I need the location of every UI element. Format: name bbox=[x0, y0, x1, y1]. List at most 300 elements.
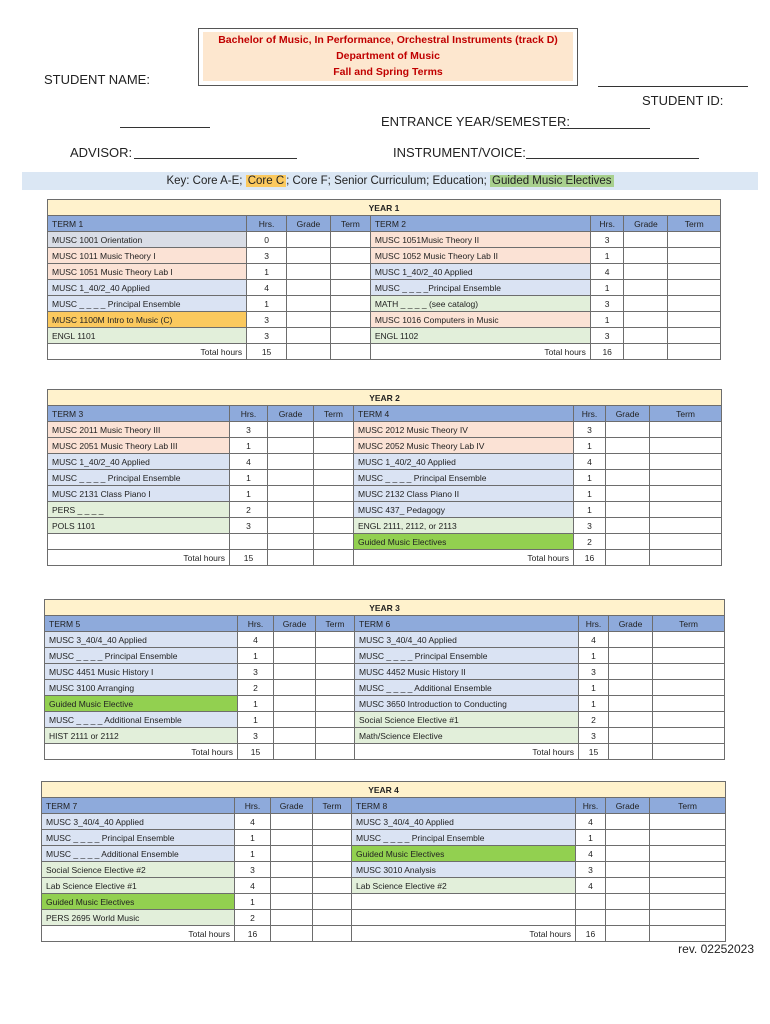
grade-cell[interactable] bbox=[271, 894, 313, 910]
course-hours: 1 bbox=[576, 830, 606, 846]
hrs-header: Hrs. bbox=[235, 798, 271, 814]
total-term-cell bbox=[650, 550, 722, 566]
total-hours-label: Total hours bbox=[354, 550, 574, 566]
total-grade-cell bbox=[268, 550, 314, 566]
advisor-field[interactable] bbox=[134, 158, 297, 159]
course-row bbox=[42, 830, 726, 846]
grade-cell[interactable] bbox=[606, 470, 650, 486]
term-cell[interactable] bbox=[314, 454, 354, 470]
term-header: Term bbox=[668, 216, 721, 232]
term-cell[interactable] bbox=[650, 422, 722, 438]
instrument-field[interactable] bbox=[526, 158, 699, 159]
term-cell[interactable] bbox=[650, 830, 726, 846]
student-id-field[interactable] bbox=[120, 127, 210, 128]
total-grade-cell bbox=[274, 744, 316, 760]
term-cell[interactable] bbox=[314, 534, 354, 550]
term-header: Term bbox=[313, 798, 352, 814]
term-cell[interactable] bbox=[650, 862, 726, 878]
hrs-header: Hrs. bbox=[247, 216, 287, 232]
course-hours: 2 bbox=[579, 712, 609, 728]
grade-cell[interactable] bbox=[268, 422, 314, 438]
grade-cell[interactable] bbox=[286, 248, 330, 264]
grade-cell[interactable] bbox=[274, 696, 316, 712]
grade-cell[interactable] bbox=[271, 830, 313, 846]
year-title-row bbox=[45, 600, 725, 616]
course-row bbox=[48, 502, 722, 518]
course-name: MUSC _ _ _ _ Principal Ensemble bbox=[354, 470, 574, 486]
grade-cell[interactable] bbox=[286, 232, 330, 248]
course-name: MUSC _ _ _ _ Principal Ensemble bbox=[352, 830, 576, 846]
term-cell[interactable] bbox=[650, 502, 722, 518]
course-name: MUSC _ _ _ _ Principal Ensemble bbox=[45, 648, 238, 664]
year-title: YEAR 4 bbox=[42, 782, 726, 798]
total-grade-cell bbox=[286, 344, 330, 360]
course-row bbox=[48, 486, 722, 502]
term-header: Term bbox=[314, 406, 354, 422]
course-name: MUSC 3_40/4_40 Applied bbox=[352, 814, 576, 830]
total-hours-value: 15 bbox=[247, 344, 287, 360]
course-name: Guided Music Electives bbox=[42, 894, 235, 910]
course-name: MUSC 1100M Intro to Music (C) bbox=[48, 312, 247, 328]
term-cell[interactable] bbox=[650, 518, 722, 534]
total-grade-cell bbox=[271, 926, 313, 942]
course-name: MUSC 3_40/4_40 Applied bbox=[355, 632, 579, 648]
grade-cell[interactable] bbox=[606, 502, 650, 518]
term-cell[interactable] bbox=[668, 328, 721, 344]
course-hours: 3 bbox=[574, 518, 606, 534]
course-name bbox=[352, 894, 576, 910]
term-cell[interactable] bbox=[314, 422, 354, 438]
term-cell[interactable] bbox=[313, 862, 352, 878]
total-hours-value: 16 bbox=[574, 550, 606, 566]
grade-cell[interactable] bbox=[606, 518, 650, 534]
term-label: TERM 8 bbox=[352, 798, 576, 814]
hrs-header: Hrs. bbox=[238, 616, 274, 632]
total-hours-value: 16 bbox=[235, 926, 271, 942]
grade-cell[interactable] bbox=[609, 696, 653, 712]
year-title: YEAR 2 bbox=[48, 390, 722, 406]
term-cell[interactable] bbox=[653, 632, 725, 648]
course-row bbox=[42, 878, 726, 894]
course-row bbox=[45, 664, 725, 680]
grade-cell[interactable] bbox=[606, 486, 650, 502]
course-hours: 4 bbox=[576, 814, 606, 830]
grade-cell[interactable] bbox=[624, 296, 668, 312]
student-id-label: STUDENT ID: bbox=[642, 93, 724, 108]
total-hours-label: Total hours bbox=[352, 926, 576, 942]
grade-cell[interactable] bbox=[606, 454, 650, 470]
course-name: MUSC 2051 Music Theory Lab III bbox=[48, 438, 230, 454]
course-hours: 4 bbox=[576, 878, 606, 894]
course-name: MUSC 1_40/2_40 Applied bbox=[48, 454, 230, 470]
course-name: MUSC _ _ _ _ Additional Ensemble bbox=[355, 680, 579, 696]
grade-cell[interactable] bbox=[624, 312, 668, 328]
course-name: MUSC 3650 Introduction to Conducting bbox=[355, 696, 579, 712]
course-row bbox=[42, 910, 726, 926]
grade-cell[interactable] bbox=[286, 264, 330, 280]
total-hours-value: 16 bbox=[590, 344, 624, 360]
course-row bbox=[42, 862, 726, 878]
hrs-header: Hrs. bbox=[590, 216, 624, 232]
course-name: MUSC 1016 Computers in Music bbox=[370, 312, 590, 328]
term-cell[interactable] bbox=[313, 878, 352, 894]
total-hours-value: 15 bbox=[579, 744, 609, 760]
term-cell[interactable] bbox=[650, 470, 722, 486]
total-hours-label: Total hours bbox=[48, 550, 230, 566]
course-hours: 1 bbox=[574, 438, 606, 454]
term-cell[interactable] bbox=[314, 486, 354, 502]
grade-cell[interactable] bbox=[268, 534, 314, 550]
grade-cell[interactable] bbox=[271, 846, 313, 862]
course-row bbox=[45, 712, 725, 728]
course-name: MUSC 1051Music Theory II bbox=[370, 232, 590, 248]
course-row bbox=[48, 518, 722, 534]
course-name: MUSC 1001 Orientation bbox=[48, 232, 247, 248]
course-row bbox=[45, 648, 725, 664]
total-term-cell bbox=[668, 344, 721, 360]
grade-cell[interactable] bbox=[274, 632, 316, 648]
course-name: MUSC 2131 Class Piano I bbox=[48, 486, 230, 502]
term-cell[interactable] bbox=[668, 296, 721, 312]
course-hours: 1 bbox=[235, 894, 271, 910]
student-name-label: STUDENT NAME: bbox=[44, 72, 150, 87]
course-hours: 3 bbox=[230, 422, 268, 438]
grade-cell[interactable] bbox=[268, 486, 314, 502]
grade-header: Grade bbox=[268, 406, 314, 422]
grade-cell[interactable] bbox=[609, 648, 653, 664]
total-hours-label: Total hours bbox=[42, 926, 235, 942]
term-cell[interactable] bbox=[653, 648, 725, 664]
term-cell[interactable] bbox=[650, 534, 722, 550]
course-hours: 1 bbox=[235, 830, 271, 846]
course-row bbox=[45, 680, 725, 696]
term-cell[interactable] bbox=[650, 846, 726, 862]
grade-cell[interactable] bbox=[609, 728, 653, 744]
term-cell[interactable] bbox=[313, 894, 352, 910]
course-row bbox=[48, 280, 721, 296]
grade-cell[interactable] bbox=[606, 878, 650, 894]
grade-cell[interactable] bbox=[606, 830, 650, 846]
course-hours bbox=[230, 534, 268, 550]
revision-label: rev. 02252023 bbox=[678, 942, 754, 956]
term-cell[interactable] bbox=[330, 248, 370, 264]
term-cell[interactable] bbox=[650, 878, 726, 894]
year-title-row bbox=[48, 200, 721, 216]
term-cell[interactable] bbox=[314, 518, 354, 534]
grade-cell[interactable] bbox=[609, 712, 653, 728]
total-hours-label: Total hours bbox=[48, 344, 247, 360]
grade-cell[interactable] bbox=[609, 664, 653, 680]
terms-label: Fall and Spring Terms bbox=[333, 66, 443, 78]
total-hours-label: Total hours bbox=[355, 744, 579, 760]
course-hours: 2 bbox=[230, 502, 268, 518]
course-name: MUSC 2011 Music Theory III bbox=[48, 422, 230, 438]
total-hours-value: 16 bbox=[576, 926, 606, 942]
grade-cell[interactable] bbox=[274, 680, 316, 696]
grade-header: Grade bbox=[271, 798, 313, 814]
grade-cell[interactable] bbox=[606, 534, 650, 550]
course-name: Social Science Elective #1 bbox=[355, 712, 579, 728]
course-name: MUSC 437_ Pedagogy bbox=[354, 502, 574, 518]
term-header-row bbox=[42, 798, 726, 814]
term-cell[interactable] bbox=[314, 438, 354, 454]
course-name: MUSC _ _ _ _ Principal Ensemble bbox=[42, 830, 235, 846]
total-term-cell bbox=[314, 550, 354, 566]
course-hours: 1 bbox=[235, 846, 271, 862]
course-name: MUSC 2132 Class Piano II bbox=[354, 486, 574, 502]
course-name: MUSC 2052 Music Theory Lab IV bbox=[354, 438, 574, 454]
term-cell[interactable] bbox=[316, 712, 355, 728]
term-header: Term bbox=[330, 216, 370, 232]
course-row bbox=[48, 296, 721, 312]
term-cell[interactable] bbox=[668, 312, 721, 328]
course-hours: 1 bbox=[238, 648, 274, 664]
course-name: Social Science Elective #2 bbox=[42, 862, 235, 878]
course-name: MUSC 1_40/2_40 Applied bbox=[48, 280, 247, 296]
term-cell[interactable] bbox=[653, 696, 725, 712]
total-term-cell bbox=[650, 926, 726, 942]
grade-cell[interactable] bbox=[268, 502, 314, 518]
course-hours: 3 bbox=[579, 664, 609, 680]
key-core-c: Core C bbox=[247, 175, 285, 187]
grade-cell[interactable] bbox=[606, 894, 650, 910]
grade-header: Grade bbox=[286, 216, 330, 232]
term-cell[interactable] bbox=[313, 814, 352, 830]
grade-cell[interactable] bbox=[624, 328, 668, 344]
course-hours: 3 bbox=[247, 328, 287, 344]
course-hours: 1 bbox=[590, 312, 624, 328]
term-cell[interactable] bbox=[668, 280, 721, 296]
program-title: Bachelor of Music, In Performance, Orchestral Instruments (track D) bbox=[218, 34, 558, 46]
term-cell[interactable] bbox=[668, 264, 721, 280]
grade-cell[interactable] bbox=[274, 648, 316, 664]
term-cell[interactable] bbox=[650, 910, 726, 926]
instrument-label: INSTRUMENT/VOICE: bbox=[393, 145, 526, 160]
grade-cell[interactable] bbox=[624, 264, 668, 280]
term-cell[interactable] bbox=[668, 248, 721, 264]
course-row bbox=[48, 534, 722, 550]
grade-cell[interactable] bbox=[268, 470, 314, 486]
total-term-cell bbox=[316, 744, 355, 760]
grade-cell[interactable] bbox=[609, 680, 653, 696]
department-name: Department of Music bbox=[336, 50, 440, 62]
course-hours: 3 bbox=[579, 728, 609, 744]
course-hours: 1 bbox=[579, 648, 609, 664]
grade-cell[interactable] bbox=[268, 518, 314, 534]
grade-cell[interactable] bbox=[609, 632, 653, 648]
course-name: Lab Science Elective #1 bbox=[42, 878, 235, 894]
grade-cell[interactable] bbox=[624, 280, 668, 296]
term-cell[interactable] bbox=[330, 280, 370, 296]
grade-header: Grade bbox=[624, 216, 668, 232]
total-hours-value: 15 bbox=[238, 744, 274, 760]
course-name: MUSC 4451 Music History I bbox=[45, 664, 238, 680]
term-cell[interactable] bbox=[653, 728, 725, 744]
course-name: ENGL 1101 bbox=[48, 328, 247, 344]
term-cell[interactable] bbox=[330, 328, 370, 344]
grade-cell[interactable] bbox=[606, 422, 650, 438]
course-name: MUSC 4452 Music History II bbox=[355, 664, 579, 680]
term-cell[interactable] bbox=[330, 264, 370, 280]
grade-cell[interactable] bbox=[286, 312, 330, 328]
course-name: MUSC _ _ _ _ Principal Ensemble bbox=[48, 296, 247, 312]
course-hours: 3 bbox=[238, 728, 274, 744]
term-cell[interactable] bbox=[653, 664, 725, 680]
course-hours bbox=[576, 910, 606, 926]
total-grade-cell bbox=[606, 926, 650, 942]
grade-header: Grade bbox=[274, 616, 316, 632]
grade-cell[interactable] bbox=[286, 296, 330, 312]
course-name: MUSC _ _ _ _ Principal Ensemble bbox=[48, 470, 230, 486]
total-row bbox=[48, 550, 722, 566]
term-cell[interactable] bbox=[330, 232, 370, 248]
course-hours: 3 bbox=[238, 664, 274, 680]
term-cell[interactable] bbox=[330, 312, 370, 328]
course-hours: 4 bbox=[230, 454, 268, 470]
term-label: TERM 3 bbox=[48, 406, 230, 422]
course-hours: 1 bbox=[574, 486, 606, 502]
program-title-box bbox=[198, 28, 578, 86]
term-cell[interactable] bbox=[316, 648, 355, 664]
course-hours: 3 bbox=[574, 422, 606, 438]
course-hours: 3 bbox=[247, 248, 287, 264]
course-hours: 1 bbox=[579, 680, 609, 696]
term-cell[interactable] bbox=[653, 680, 725, 696]
term-cell[interactable] bbox=[668, 232, 721, 248]
grade-cell[interactable] bbox=[274, 664, 316, 680]
total-term-cell bbox=[313, 926, 352, 942]
term-cell[interactable] bbox=[314, 502, 354, 518]
term-cell[interactable] bbox=[653, 712, 725, 728]
term-cell[interactable] bbox=[316, 632, 355, 648]
course-hours: 4 bbox=[574, 454, 606, 470]
grade-cell[interactable] bbox=[624, 248, 668, 264]
course-hours: 1 bbox=[238, 696, 274, 712]
course-row bbox=[48, 328, 721, 344]
course-hours: 3 bbox=[590, 232, 624, 248]
term-cell[interactable] bbox=[330, 296, 370, 312]
course-name: MUSC _ _ _ _ Principal Ensemble bbox=[355, 648, 579, 664]
total-grade-cell bbox=[606, 550, 650, 566]
term-cell[interactable] bbox=[316, 680, 355, 696]
hrs-header: Hrs. bbox=[579, 616, 609, 632]
course-hours: 4 bbox=[247, 280, 287, 296]
grade-cell[interactable] bbox=[271, 878, 313, 894]
grade-cell[interactable] bbox=[606, 814, 650, 830]
year-4-table bbox=[41, 781, 726, 942]
entrance-field[interactable] bbox=[560, 128, 650, 129]
year-2-table bbox=[47, 389, 722, 566]
grade-cell[interactable] bbox=[274, 712, 316, 728]
course-hours: 1 bbox=[574, 470, 606, 486]
key-guided-electives: Guided Music Electives bbox=[492, 175, 612, 187]
grade-cell[interactable] bbox=[624, 232, 668, 248]
course-name: Guided Music Electives bbox=[352, 846, 576, 862]
course-hours: 4 bbox=[590, 264, 624, 280]
term-cell[interactable] bbox=[313, 910, 352, 926]
year-title-row bbox=[48, 390, 722, 406]
course-hours: 2 bbox=[238, 680, 274, 696]
term-label: TERM 2 bbox=[370, 216, 590, 232]
course-row bbox=[42, 846, 726, 862]
course-hours: 4 bbox=[235, 814, 271, 830]
term-cell[interactable] bbox=[650, 454, 722, 470]
total-grade-cell bbox=[624, 344, 668, 360]
year-title: YEAR 1 bbox=[48, 200, 721, 216]
grade-cell[interactable] bbox=[606, 438, 650, 454]
course-hours: 4 bbox=[235, 878, 271, 894]
entrance-label: ENTRANCE YEAR/SEMESTER: bbox=[381, 114, 571, 129]
grade-cell[interactable] bbox=[268, 438, 314, 454]
course-hours: 1 bbox=[230, 438, 268, 454]
grade-cell[interactable] bbox=[271, 862, 313, 878]
course-hours bbox=[576, 894, 606, 910]
course-hours: 4 bbox=[576, 846, 606, 862]
term-cell[interactable] bbox=[313, 830, 352, 846]
grade-cell[interactable] bbox=[606, 910, 650, 926]
course-hours: 1 bbox=[230, 486, 268, 502]
term-cell[interactable] bbox=[316, 728, 355, 744]
key-middle: ; Core F; Senior Curriculum; Education; bbox=[286, 175, 491, 187]
grade-cell[interactable] bbox=[286, 328, 330, 344]
course-hours: 1 bbox=[590, 280, 624, 296]
term-cell[interactable] bbox=[650, 814, 726, 830]
grade-cell[interactable] bbox=[606, 862, 650, 878]
key-prefix: Key: Core A-E; bbox=[166, 175, 246, 187]
course-name: Math/Science Elective bbox=[355, 728, 579, 744]
term-cell[interactable] bbox=[650, 894, 726, 910]
grade-cell[interactable] bbox=[286, 280, 330, 296]
total-term-cell bbox=[330, 344, 370, 360]
course-row bbox=[48, 438, 722, 454]
course-hours: 3 bbox=[247, 312, 287, 328]
course-hours: 3 bbox=[230, 518, 268, 534]
course-name: PERS _ _ _ _ bbox=[48, 502, 230, 518]
total-grade-cell bbox=[609, 744, 653, 760]
course-hours: 1 bbox=[579, 696, 609, 712]
course-name: Lab Science Elective #2 bbox=[352, 878, 576, 894]
course-hours: 3 bbox=[590, 328, 624, 344]
total-row bbox=[42, 926, 726, 942]
term-cell[interactable] bbox=[650, 438, 722, 454]
course-row bbox=[48, 312, 721, 328]
term-cell[interactable] bbox=[314, 470, 354, 486]
hrs-header: Hrs. bbox=[574, 406, 606, 422]
course-hours: 2 bbox=[574, 534, 606, 550]
term-cell[interactable] bbox=[313, 846, 352, 862]
hrs-header: Hrs. bbox=[230, 406, 268, 422]
course-hours: 4 bbox=[238, 632, 274, 648]
course-hours: 1 bbox=[574, 502, 606, 518]
advisor-label: ADVISOR: bbox=[70, 145, 133, 160]
year-3-table bbox=[44, 599, 725, 760]
term-cell[interactable] bbox=[316, 696, 355, 712]
grade-cell[interactable] bbox=[274, 728, 316, 744]
term-cell[interactable] bbox=[316, 664, 355, 680]
grade-cell[interactable] bbox=[271, 814, 313, 830]
course-row bbox=[48, 454, 722, 470]
grade-cell[interactable] bbox=[268, 454, 314, 470]
course-name: ENGL 2111, 2112, or 2113 bbox=[354, 518, 574, 534]
grade-cell[interactable] bbox=[271, 910, 313, 926]
course-row bbox=[45, 728, 725, 744]
student-name-field[interactable] bbox=[598, 86, 748, 87]
course-row bbox=[42, 894, 726, 910]
term-cell[interactable] bbox=[650, 486, 722, 502]
course-name: MUSC _ _ _ _Principal Ensemble bbox=[370, 280, 590, 296]
course-name: MUSC 2012 Music Theory IV bbox=[354, 422, 574, 438]
grade-cell[interactable] bbox=[606, 846, 650, 862]
